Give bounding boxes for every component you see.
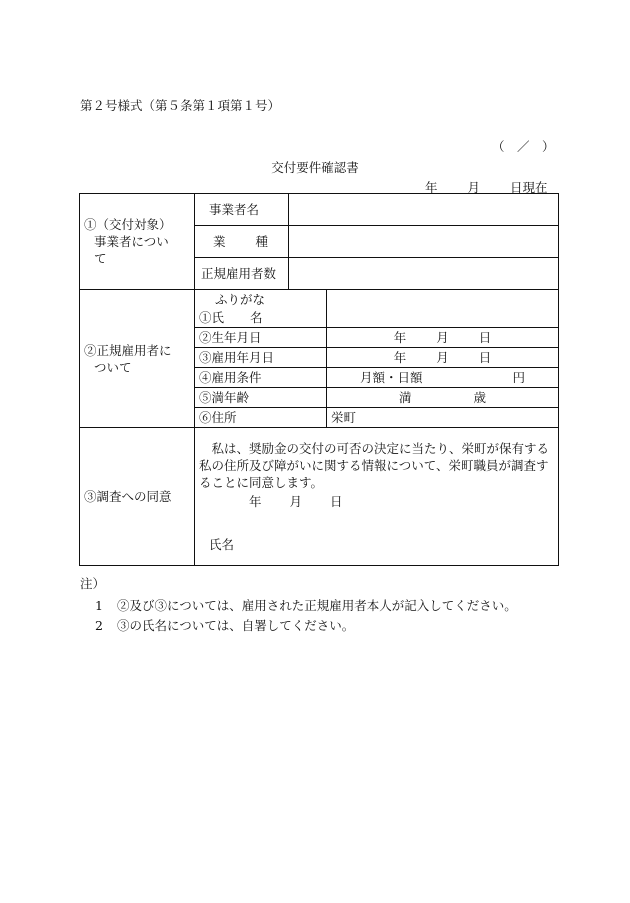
business-name-field[interactable]	[289, 194, 559, 226]
section2-label-line1: ②正規雇用者に	[84, 342, 172, 358]
employment-terms-label: ④雇用条件	[195, 368, 327, 388]
age-field[interactable]: 満 歳	[327, 388, 559, 408]
consent-name-label: 氏名	[209, 537, 235, 552]
note-item: 2 ③の氏名については、自署してください。	[95, 618, 355, 633]
consent-date[interactable]: 年 月 日	[249, 494, 343, 509]
section1-label	[80, 194, 195, 290]
document-title: 交付要件確認書	[271, 160, 359, 175]
consent-name-field[interactable]	[199, 536, 554, 553]
section3-label: ③調査への同意	[80, 428, 195, 566]
dob-field[interactable]: 年 月 日	[327, 328, 559, 348]
employment-terms-field[interactable]: 月額・日額 円	[327, 368, 559, 388]
page-fraction: （ ／ ）	[492, 139, 555, 154]
date-day-label: 日現在	[510, 180, 548, 195]
address-label: ⑥住所	[195, 408, 327, 428]
furigana-label: ふりがな	[215, 291, 266, 307]
section1-label-line2: 事業者につい	[94, 234, 169, 249]
form-number: 第２号様式（第５条第１項第１号）	[80, 98, 281, 113]
business-name-label: 事業者名	[195, 194, 289, 226]
regular-employees-field[interactable]	[289, 258, 559, 290]
name-label: ふりがな ①氏 名	[195, 290, 327, 328]
consent-block	[195, 428, 559, 566]
industry-field[interactable]	[289, 226, 559, 258]
section2-label	[80, 290, 195, 428]
address-prefix: 栄町	[331, 410, 357, 425]
note-item: 1 ②及び③については、雇用された正規雇用者本人が記入してください。	[95, 598, 517, 613]
dob-label: ②生年月日	[195, 328, 327, 348]
date-year-label: 年	[425, 180, 438, 195]
age-label: ⑤満年齢	[195, 388, 327, 408]
confirmation-table	[79, 193, 559, 566]
name-field[interactable]	[327, 290, 559, 328]
regular-employees-label: 正規雇用者数	[195, 258, 289, 290]
section1-label-line1: ①（交付対象）	[84, 217, 172, 232]
industry-label: 業 種	[195, 226, 289, 258]
section2-label-line2: ついて	[94, 359, 132, 375]
hire-date-label: ③雇用年月日	[195, 348, 327, 368]
address-field[interactable]	[327, 408, 559, 428]
section1-label-line3: て	[94, 251, 107, 266]
notes-heading: 注）	[80, 576, 106, 591]
date-month-label: 月	[467, 180, 481, 195]
consent-text: 私は、奨励金の交付の可否の決定に当たり、栄町が保有する私の住所及び障がいに関する情報について、栄町職員が調査することに同意します。	[199, 441, 550, 490]
hire-date-field[interactable]: 年 月 日	[327, 348, 559, 368]
